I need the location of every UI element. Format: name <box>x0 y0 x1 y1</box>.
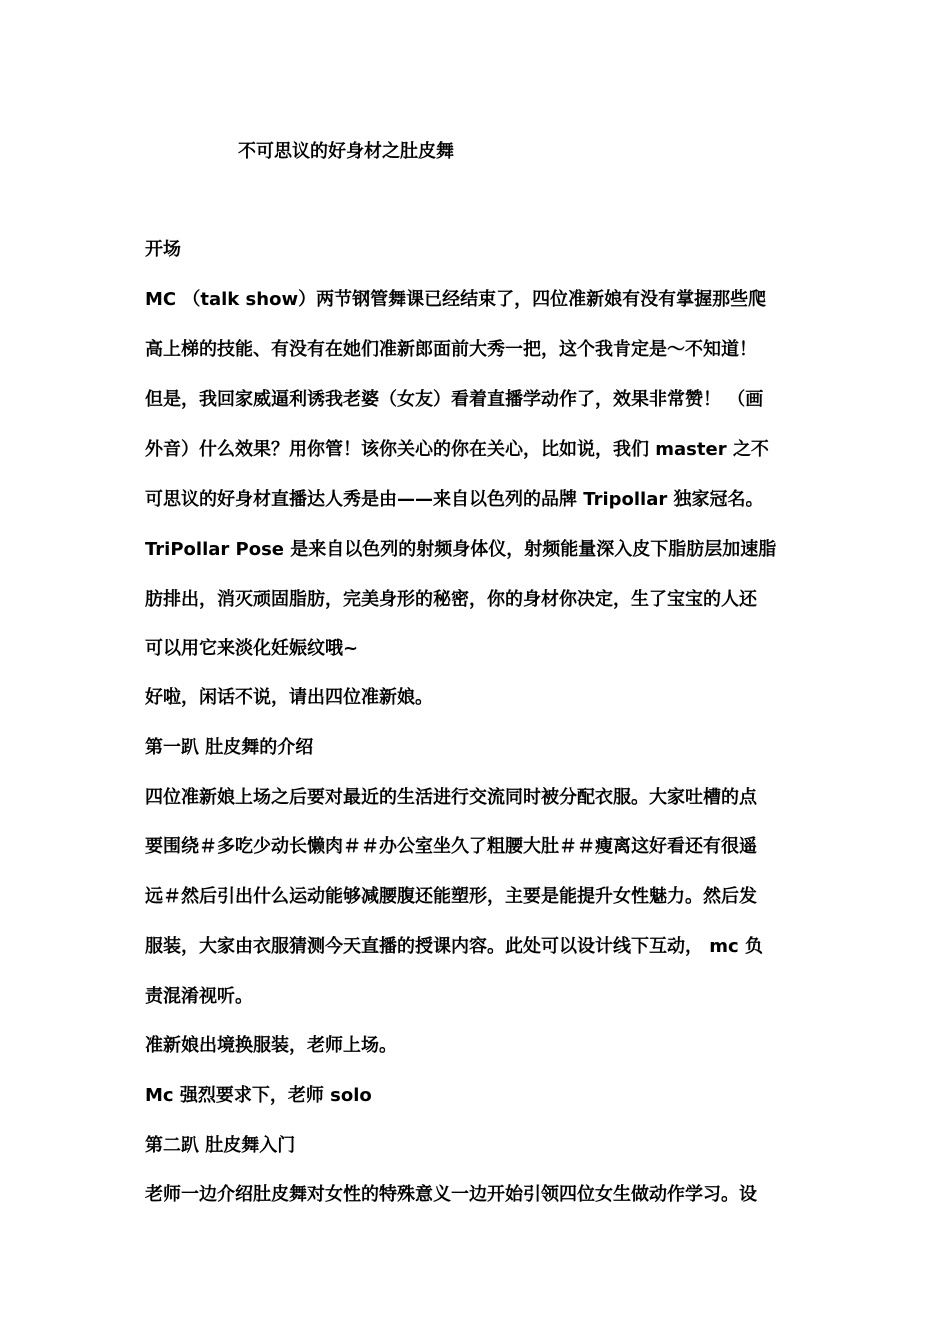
section-heading-part-two: 第二趴 肚皮舞入门 <box>145 1135 296 1156</box>
paragraph-line: 高上梯的技能、有没有在她们准新郎面前大秀一把，这个我肯定是～不知道！ <box>145 339 757 360</box>
paragraph-line: 外音）什么效果？用你管！该你关心的你在关心，比如说，我们 master 之不 <box>145 439 769 460</box>
paragraph-line: 远＃然后引出什么运动能够减腰腹还能塑形，主要是能提升女性魅力。然后发 <box>145 886 757 907</box>
paragraph-line: 但是，我回家威逼利诱我老婆（女友）看着直播学动作了，效果非常赞！ （画 <box>145 389 764 410</box>
paragraph-line: 责混淆视听。 <box>145 986 253 1007</box>
paragraph-line: 好啦，闲话不说，请出四位准新娘。 <box>145 687 433 708</box>
paragraph-line: 服装，大家由衣服猜测今天直播的授课内容。此处可以设计线下互动， mc 负 <box>145 936 763 957</box>
paragraph-line: 要围绕＃多吃少动长懒肉＃＃办公室坐久了粗腰大肚＃＃瘦离这好看还有很遥 <box>145 836 757 857</box>
paragraph-line: 老师一边介绍肚皮舞对女性的特殊意义一边开始引领四位女生做动作学习。设 <box>145 1184 757 1205</box>
paragraph-line: 可思议的好身材直播达人秀是由——来自以色列的品牌 Tripollar 独家冠名。 <box>145 489 764 510</box>
document-title: 不可思议的好身材之肚皮舞 <box>238 141 454 162</box>
paragraph-line: 准新娘出境换服装，老师上场。 <box>145 1035 397 1056</box>
paragraph-line: TriPollar Pose 是来自以色列的射频身体仪，射频能量深入皮下脂肪层加速脂 <box>145 539 777 560</box>
paragraph-line: 可以用它来淡化妊娠纹哦~ <box>145 638 359 659</box>
section-heading-opening: 开场 <box>145 239 181 260</box>
paragraph-line: Mc 强烈要求下，老师 solo <box>145 1085 372 1106</box>
section-heading-part-one: 第一趴 肚皮舞的介绍 <box>145 737 314 758</box>
paragraph-line: MC （talk show）两节钢管舞课已经结束了，四位准新娘有没有掌握那些爬 <box>145 289 767 310</box>
paragraph-line: 四位准新娘上场之后要对最近的生活进行交流同时被分配衣服。大家吐槽的点 <box>145 787 757 808</box>
paragraph-line: 肪排出，消灭顽固脂肪，完美身形的秘密，你的身材你决定，生了宝宝的人还 <box>145 589 757 610</box>
